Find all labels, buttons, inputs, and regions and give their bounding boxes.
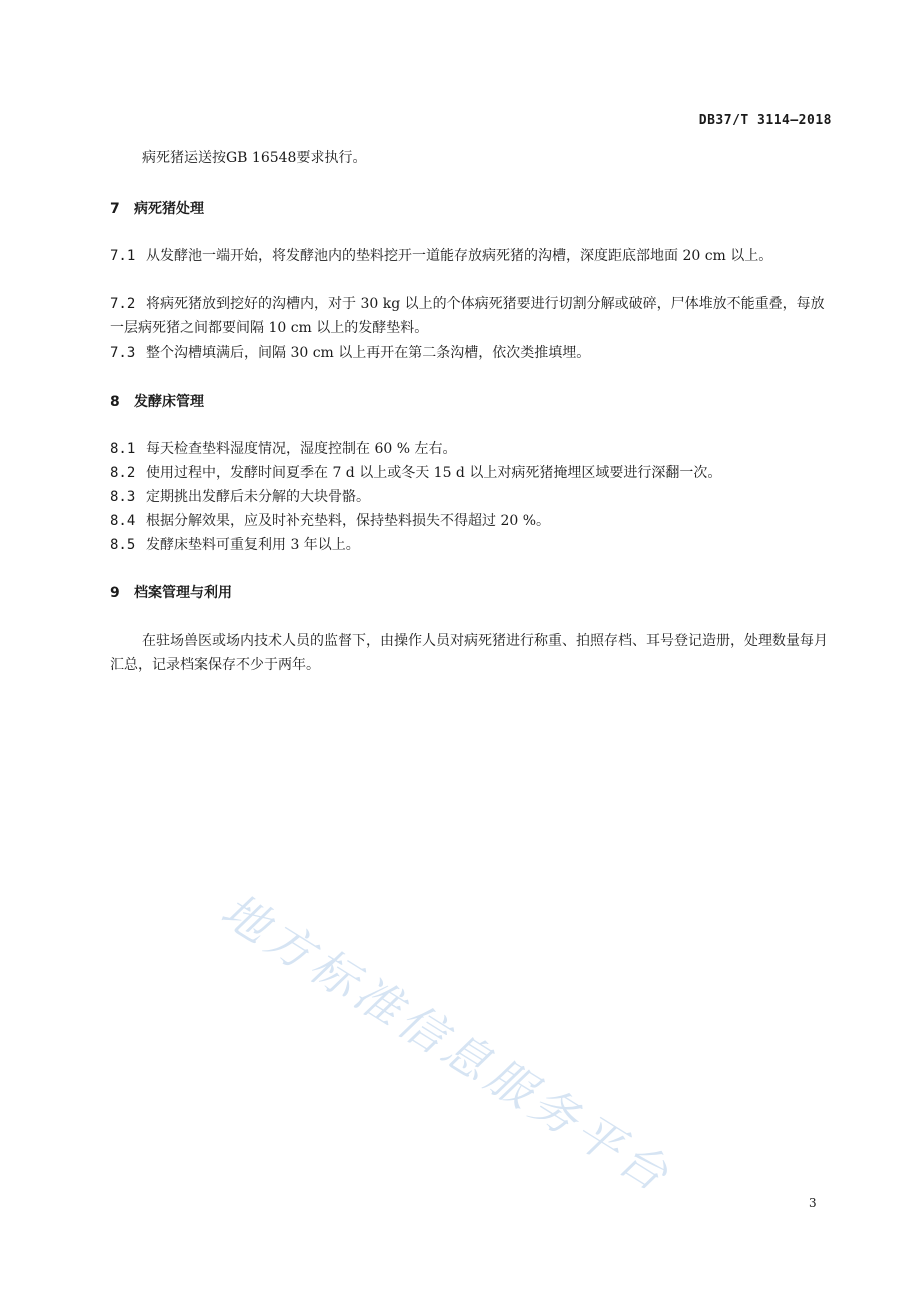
clause-number: 7.1: [110, 248, 136, 264]
clause-number: 8.5: [110, 537, 136, 553]
clause-text: 发酵床垫料可重复利用 3 年以上。: [146, 537, 360, 553]
clause-number: 7.2: [110, 296, 136, 312]
clause-text: 将病死猪放到挖好的沟槽内，对于 30 kg 以上的个体病死猪要进行切割分解或破碎，尸体堆放不能重叠，每放一层病死猪之间都要间隔 10 cm 以上的发酵垫料。: [110, 296, 825, 336]
intro-paragraph: 病死猪运送按GB 16548要求执行。: [142, 150, 367, 166]
clause-8-4: [110, 509, 832, 533]
standard-code: DB37/T 3114—2018: [698, 113, 832, 128]
section-title: 发酵床管理: [134, 394, 204, 410]
clause-number: 8.2: [110, 465, 136, 481]
section-9-body: 在驻场兽医或场内技术人员的监督下，由操作人员对病死猪进行称重、拍照存档、耳号登记造册，处理数量每月汇总，记录档案保存不少于两年。: [110, 633, 828, 673]
section-7-heading: [110, 197, 204, 221]
section-number: 8: [110, 394, 120, 410]
clause-number: 8.1: [110, 441, 136, 457]
section-title: 档案管理与利用: [134, 585, 232, 601]
clause-number: 8.3: [110, 489, 136, 505]
clause-number: 7.3: [110, 345, 136, 361]
clause-7-3: [110, 341, 832, 365]
clause-7-1: [110, 244, 832, 268]
section-number: 9: [110, 585, 120, 601]
clause-text: 每天检查垫料湿度情况，湿度控制在 60 % 左右。: [146, 441, 457, 457]
clause-8-3: [110, 485, 832, 509]
clause-text: 从发酵池一端开始，将发酵池内的垫料挖开一道能存放病死猪的沟槽，深度距底部地面 20 cm 以上。: [146, 248, 773, 264]
section-8-heading: [110, 390, 204, 414]
clause-text: 定期挑出发酵后未分解的大块骨骼。: [146, 489, 370, 505]
section-title: 病死猪处理: [134, 201, 204, 217]
clause-text: 根据分解效果，应及时补充垫料，保持垫料损失不得超过 20 %。: [146, 513, 551, 529]
clause-8-1: [110, 437, 832, 461]
page-number: 3: [809, 1196, 817, 1210]
clause-8-5: [110, 533, 832, 557]
section-9-heading: [110, 581, 232, 605]
clause-7-2: [110, 292, 832, 340]
clause-number: 8.4: [110, 513, 136, 529]
section-number: 7: [110, 201, 120, 217]
clause-8-2: [110, 461, 832, 485]
clause-text: 使用过程中，发酵时间夏季在 7 d 以上或冬天 15 d 以上对病死猪掩埋区域要进行深翻一次。: [146, 465, 722, 481]
clause-text: 整个沟槽填满后，间隔 30 cm 以上再开在第二条沟槽，依次类推填埋。: [146, 345, 591, 361]
watermark: 地方标准信息服务平台: [212, 882, 682, 1204]
